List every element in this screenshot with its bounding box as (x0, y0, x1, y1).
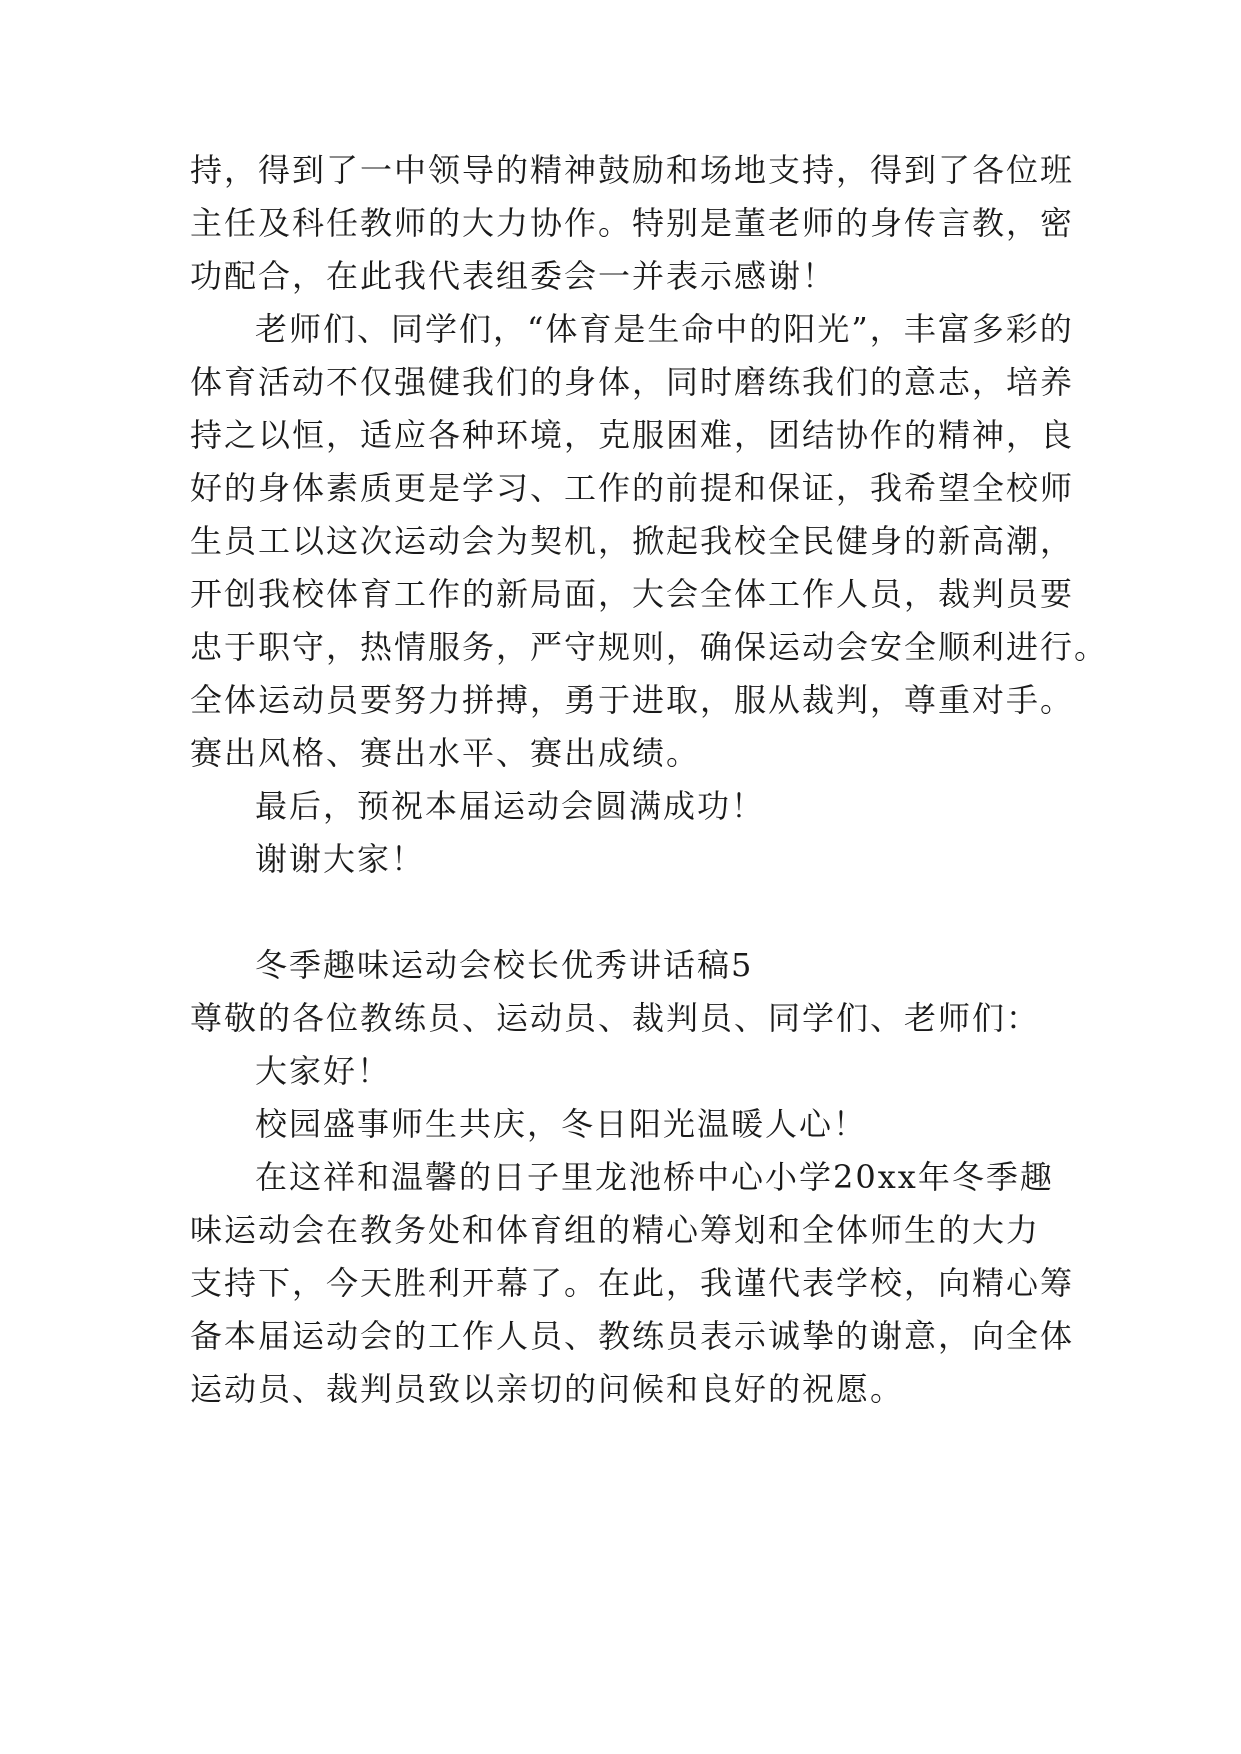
paragraph-start: 校园盛事师生共庆，冬日阳光温暖人心！ (255, 1105, 868, 1143)
text-line: 开创我校体育工作的新局面，大会全体工作人员，裁判员要 (190, 575, 1075, 613)
text-line: 好的身体素质更是学习、工作的前提和保证，我希望全校师 (190, 469, 1075, 507)
text-line: 生员工以这次运动会为契机，掀起我校全民健身的新高潮， (190, 522, 1075, 560)
section-title: 冬季趣味运动会校长优秀讲话稿5 (255, 946, 754, 984)
text-line: 全体运动员要努力拼搏，勇于进取，服从裁判，尊重对手。 (190, 681, 1075, 719)
greeting: 大家好！ (255, 1052, 392, 1090)
paragraph-start: 老师们、同学们，“体育是生命中的阳光”，丰富多彩的 (255, 310, 1074, 348)
text-line: 主任及科任教师的大力协作。特别是董老师的身传言教，密 (190, 204, 1075, 242)
paragraph-start: 在这祥和温馨的日子里龙池桥中心小学20xx年冬季趣 (255, 1158, 1054, 1196)
text-line: 忠于职守，热情服务，严守规则，确保运动会安全顺利进行。 (190, 628, 1109, 666)
text-line: 持，得到了一中领导的精神鼓励和场地支持，得到了各位班 (190, 151, 1075, 189)
text-line: 功配合，在此我代表组委会一并表示感谢！ (190, 257, 837, 295)
text-line: 味运动会在教务处和体育组的精心筹划和全体师生的大力 (190, 1211, 1041, 1249)
text-line: 体育活动不仅强健我们的身体，同时磨练我们的意志，培养 (190, 363, 1075, 401)
text-line: 运动员、裁判员致以亲切的问候和良好的祝愿。 (190, 1370, 905, 1408)
text-line: 支持下，今天胜利开幕了。在此，我谨代表学校，向精心筹 (190, 1264, 1075, 1302)
text-line: 赛出风格、赛出水平、赛出成绩。 (190, 734, 701, 772)
paragraph-start: 谢谢大家！ (255, 840, 426, 878)
salutation: 尊敬的各位教练员、运动员、裁判员、同学们、老师们： (190, 999, 1041, 1037)
text-line: 持之以恒，适应各种环境，克服困难，团结协作的精神，良 (190, 416, 1075, 454)
paragraph-start: 最后，预祝本届运动会圆满成功！ (255, 787, 766, 825)
text-line: 备本届运动会的工作人员、教练员表示诚挚的谢意，向全体 (190, 1317, 1075, 1355)
